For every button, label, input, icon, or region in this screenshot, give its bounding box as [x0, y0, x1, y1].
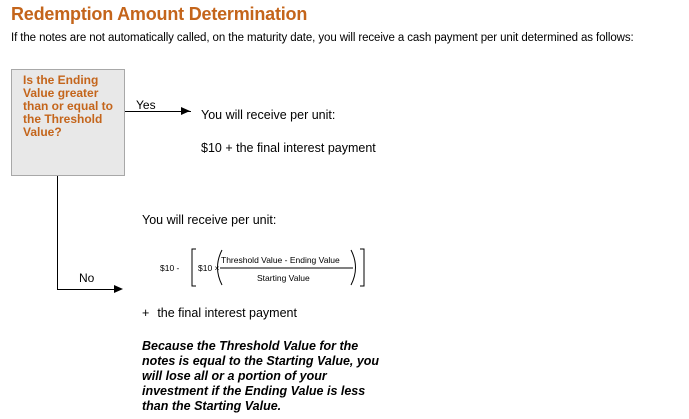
plus-sign: +	[142, 306, 150, 320]
plus-interest-text: the final interest payment	[157, 306, 297, 320]
yes-outcome-payment: $10 + the final interest payment	[201, 141, 376, 155]
no-label: No	[79, 271, 95, 285]
no-connector-horizontal	[57, 289, 116, 290]
formula-brackets	[150, 245, 380, 290]
intro-text: If the notes are not automatically called, on the maturity date, you will receive a cash payment per unit determined as follows:	[11, 32, 634, 44]
page-title: Redemption Amount Determination	[11, 4, 308, 24]
formula-inner: $10 ×	[198, 263, 220, 273]
no-connector-vertical	[57, 176, 58, 290]
formula-numerator: Threshold Value - Ending Value	[221, 255, 340, 265]
no-arrow-icon	[114, 285, 123, 293]
yes-arrow-icon	[181, 107, 190, 115]
no-outcome-heading: You will receive per unit:	[142, 213, 277, 227]
formula-denominator: Starting Value	[257, 273, 310, 283]
threshold-note: Because the Threshold Value for the notes is equal to the Starting Value, you will lose all or a portion of your investment if the Ending Value is less than the Starting Value.	[142, 339, 380, 413]
yes-outcome-heading: You will receive per unit:	[201, 108, 336, 122]
redemption-formula	[150, 245, 380, 290]
formula-lead: $10 -	[160, 263, 180, 273]
plus-interest-line	[142, 306, 297, 320]
decision-question: Is the Ending Value greater than or equal to the Threshold Value?	[23, 73, 113, 139]
yes-label: Yes	[136, 98, 156, 112]
